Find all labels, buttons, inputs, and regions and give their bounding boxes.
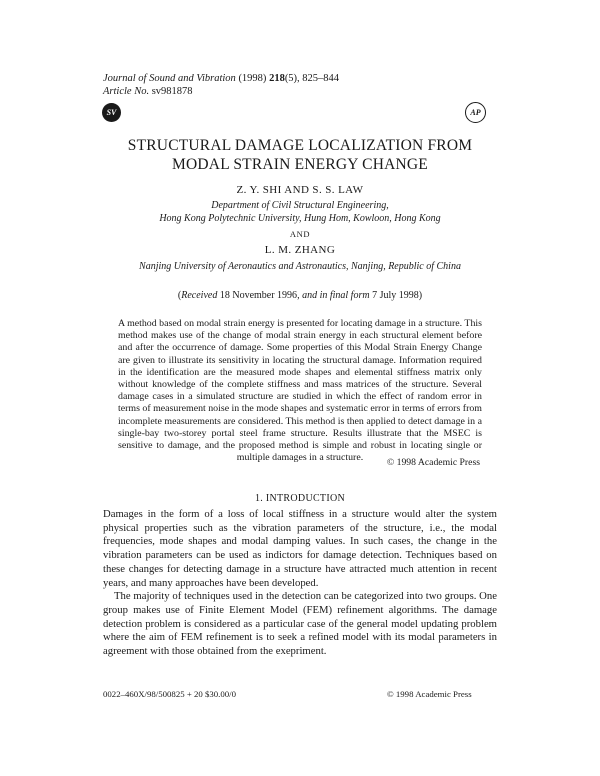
final-form-date: 7 July 1998 [369, 290, 419, 301]
journal-volume: 218 [269, 73, 285, 84]
affiliation-1 [0, 199, 600, 225]
article-number-line [103, 85, 339, 98]
received-date: 18 November 1996 [217, 290, 298, 301]
abstract-text: A method based on modal strain energy is presented for locating damage in a structure. This method makes use of the change of modal strain energy in each structural element before and after the occurrence of damage. Some properties of this Modal Strain Energy Change are given to illustrate its sensitivity in locating the structural damage. Information required in the identification are the measured mode shapes and elemental stiffness matrix only without knowledge of the complete stiffness and mass matrices of the structure. Several damage cases in a simulated structure are studied in which the effect of random error in terms of measurement noise in the mode shapes and systematic error in terms of errors from incomplete measurements are considered. This method is then applied to detect damage in a single-bay two-storey portal steel frame structure. Results illustrate that the MSEC is sensitive to damage, and the proposed method is simple and robust in locating single or multiple damages in a structure. [118, 318, 482, 464]
journal-name: Journal of Sound and Vibration [103, 73, 236, 84]
abstract-copyright: © 1998 Academic Press [386, 457, 480, 468]
journal-citation-line [103, 72, 339, 85]
journal-issue-pages: (5), 825–844 [284, 73, 340, 84]
footer-code: 0022–460X/98/500825 + 20 $30.00/0 [103, 689, 237, 699]
article-label: Article No. [103, 86, 150, 97]
received-dates [0, 290, 600, 301]
paragraph-1: Damages in the form of a loss of local stiffness in a structure would alter the system physical properties such as the vibration parameters of the structure, i.e., the modal frequencies, mode shapes and modal damping values. In such cases, the change in the vibration parameters can be used as indictors for damage detection. Techniques based on these changes for detecting damage in a structure have attracted much attention in recent years, and many approaches have been developed. [103, 508, 497, 589]
abstract [118, 318, 482, 464]
affiliation-1-line-1: Department of Civil Structural Engineering, [211, 200, 389, 211]
paragraph-2: The majority of techniques used in the detection can be categorized into two groups. One group makes use of Finite Element Model (FEM) refinement algorithms. The damage detection problem is considered as a particular case of the general model updating problem where the aim of FEM refinement is to seek a refined model with its modal parameters in agreement with those obtained from the exepriment. [103, 590, 497, 658]
body-text [103, 508, 497, 659]
final-form-label: , and in final form [297, 290, 370, 301]
received-close-paren: ) [418, 290, 423, 301]
and-separator: AND [289, 229, 311, 239]
title-line-2: MODAL STRAIN ENERGY CHANGE [172, 156, 428, 173]
article-id: sv981878 [151, 86, 193, 97]
footer-copyright: © 1998 Academic Press [387, 689, 472, 699]
sv-logo-icon: SV [102, 103, 121, 122]
journal-citation [103, 72, 339, 98]
ap-logo-icon: AP [465, 102, 486, 123]
author-group-2: L. M. ZHANG [264, 244, 336, 256]
journal-year: (1998) [238, 73, 267, 84]
author-group-1: Z. Y. SHI AND S. S. LAW [236, 184, 364, 196]
title-line-1: STRUCTURAL DAMAGE LOCALIZATION FROM [127, 137, 473, 154]
received-open-paren: ( [177, 290, 182, 301]
affiliation-1-line-2: Hong Kong Polytechnic University, Hung Hom, Kowloon, Hong Kong [159, 213, 441, 224]
received-label: Received [181, 290, 218, 301]
affiliation-2: Nanjing University of Aeronautics and Astronautics, Nanjing, Republic of China [139, 261, 461, 272]
paper-title [0, 136, 600, 174]
section-heading-introduction: 1. INTRODUCTION [254, 493, 346, 504]
